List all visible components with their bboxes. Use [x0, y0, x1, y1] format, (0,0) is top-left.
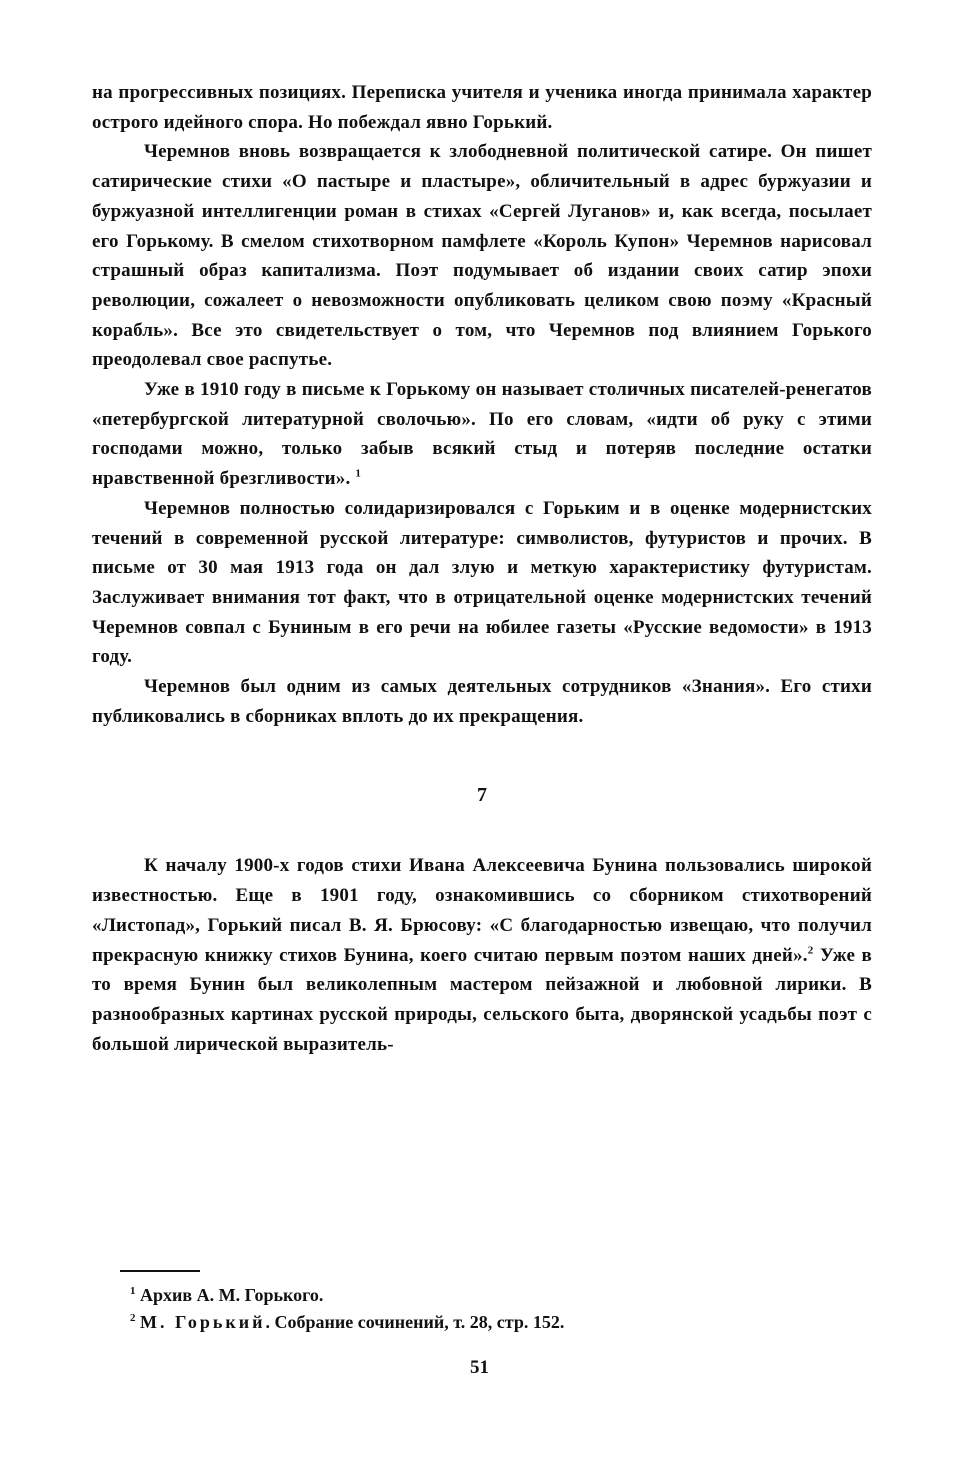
- paragraph-bunin-text-2: Уже в то время Бунин был великолепным мастером пейзажной и любовной лирики. В разнообразных картинах русской природы, сельского быта, дворянской усадьбы поэт с большой лирической выразитель-: [92, 944, 873, 1055]
- footnote-ref-1: 1: [355, 467, 362, 480]
- footnote-author-2: М. Горький: [140, 1312, 266, 1332]
- footnote-text-1: Архив А. М. Горького.: [140, 1285, 324, 1305]
- paragraph-letter-1910-text: Уже в 1910 году в письме к Горькому он называет столичных писателей-ренегатов «петербургской литературной сволочью». По его словам, «идти об руку с этими господами можно, только забыв всякий стыд и потеряв последние остатки нравственной брезгливости».: [92, 379, 872, 490]
- section-number: 7: [477, 784, 487, 807]
- footnote-2: [130, 1309, 870, 1336]
- paragraph-satire: Черемнов вновь возвращается к злободневной политической сатире. Он пишет сатирические стихи «О пастыре и пластыре», обличительный в адрес буржуазии и буржуазной интеллигенции роман в стихах «Сергей Луганов» и, как всегда, посылает его Горькому. В смелом стихотворном памфлете «Король Купон» Черемнов нарисовал страшный образ капитализма. Поэт подумывает об издании своих сатир эпохи революции, сожалеет о невозможности опубликовать целиком свою поэму «Красный корабль». Все это свидетельствует о том, что Черемнов под влиянием Горького преодолевал свое распутье.: [92, 141, 872, 371]
- page-number: 51: [470, 1357, 489, 1378]
- footnotes: [130, 1282, 870, 1336]
- paragraph-continuation: на прогрессивных позициях. Переписка учителя и ученика иногда принимала характер острого идейного спора. Но побеждал явно Горький.: [92, 82, 872, 133]
- footnote-divider: [120, 1270, 200, 1272]
- footnote-text-2: . Собрание сочинений, т. 28, стр. 152.: [265, 1312, 565, 1332]
- paragraph-bunin-text-1: К началу 1900-х годов стихи Ивана Алексеевича Бунина пользовались широкой известностью. Еще в 1901 году, ознакомившись со сборником стихотворений «Листопад», Горький писал В. Я. Брюсову: «С благодарностью извещаю, что получил прекрасную книжку стихов Бунина, коего считаю первым поэтом наших дней».: [92, 855, 872, 966]
- footnote-marker-2: 2: [130, 1312, 136, 1324]
- paragraph-letter-1910: [92, 375, 872, 494]
- footnote-marker-1: 1: [130, 1285, 136, 1297]
- footnote-ref-2: 2: [807, 944, 814, 957]
- page-body: [92, 78, 872, 1059]
- paragraph-modernism: Черемнов полностью солидаризировался с Горьким и в оценке модернистских течений в современной русской литературе: символистов, футуристов и прочих. В письме от 30 мая 1913 года он дал злую и меткую характеристику футуристам. Заслуживает внимания тот факт, что в отрицательной оценке модернистских течений Черемнов совпал с Буниным в его речи на юбилее газеты «Русские ведомости» в 1913 году.: [92, 497, 872, 668]
- paragraph-bunin: [92, 851, 872, 1059]
- paragraph-znanie: Черемнов был одним из самых деятельных сотрудников «Знания». Его стихи публиковались в сборниках вплоть до их прекращения.: [92, 676, 872, 727]
- footnote-1: [130, 1282, 870, 1309]
